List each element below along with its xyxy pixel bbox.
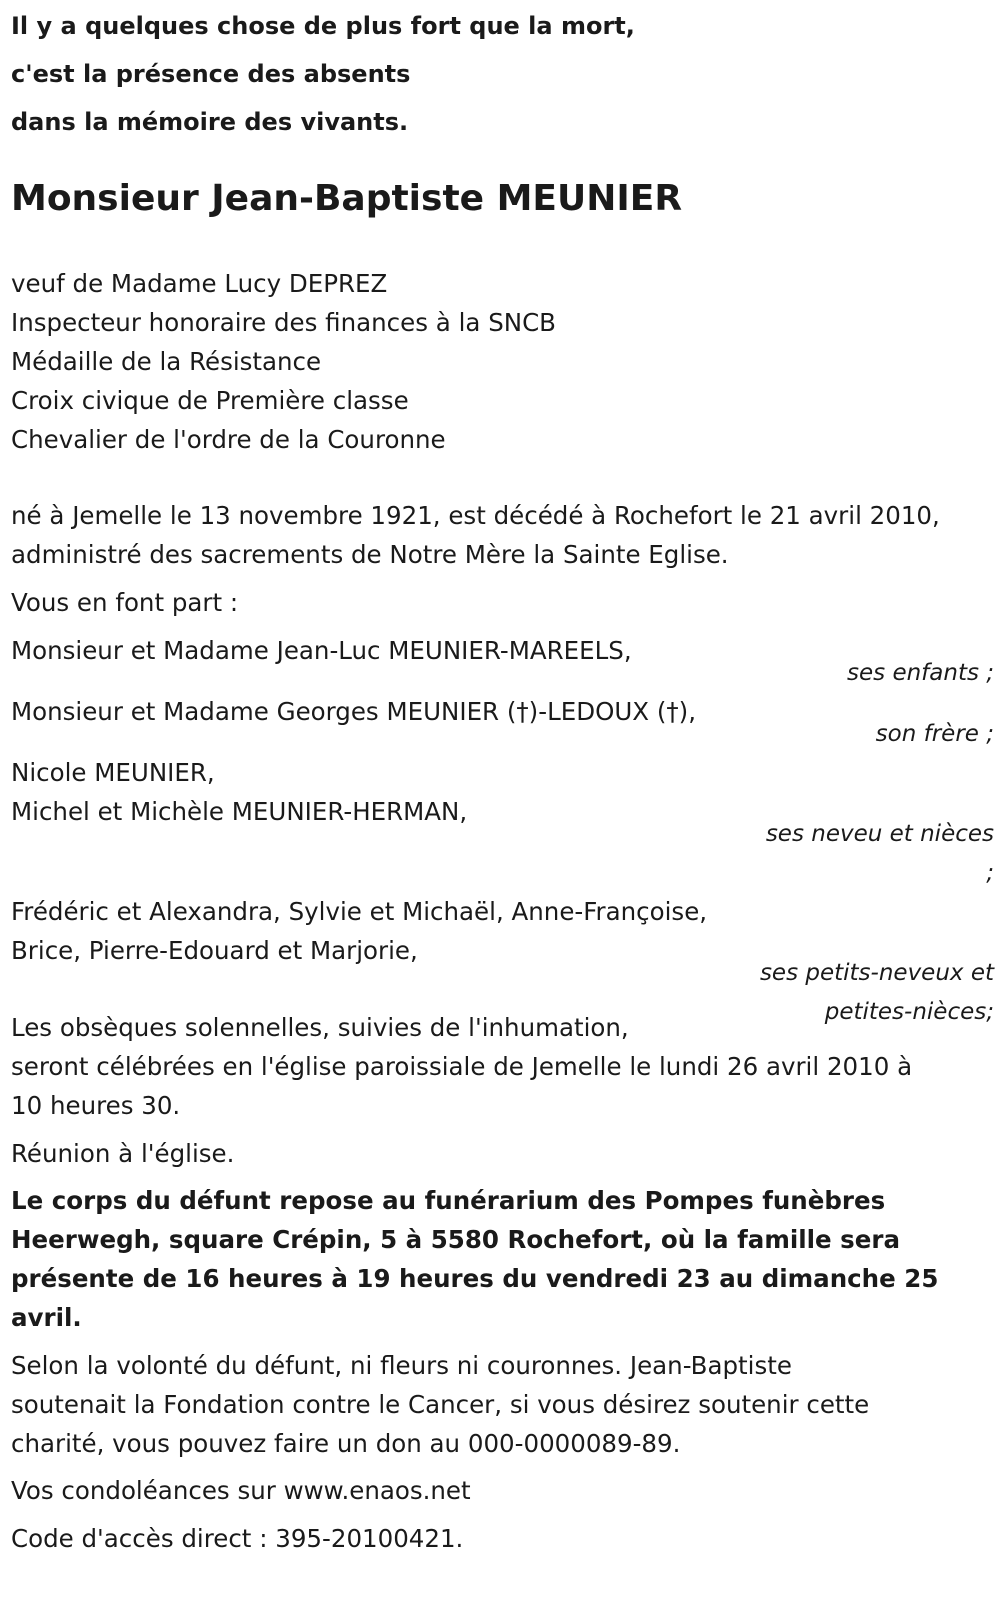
viewing-line: Le corps du défunt repose au funérarium des Pompes funèbres	[11, 1186, 886, 1215]
relation-line: petites-nièces;	[824, 999, 994, 1025]
family-children: Monsieur et Madame Jean-Luc MEUNIER-MAREELS,	[11, 636, 632, 665]
title-line: Croix civique de Première classe	[11, 386, 409, 415]
deceased-name: Monsieur Jean-Baptiste MEUNIER	[11, 178, 683, 219]
title-line: Chevalier de l'ordre de la Couronne	[11, 425, 446, 454]
epigraph-line: c'est la présence des absents	[11, 60, 411, 88]
relation-line: ses petits-neveux et	[759, 960, 994, 986]
title-line: Médaille de la Résistance	[11, 347, 322, 376]
family-grandnephews	[11, 892, 707, 970]
family-nephews	[11, 753, 467, 831]
donation-line: charité, vous pouvez faire un don au 000-0000089-89.	[11, 1429, 681, 1458]
birth-death-line: né à Jemelle le 13 novembre 1921, est décédé à Rochefort le 21 avril 2010,	[11, 501, 940, 530]
viewing-line: avril.	[11, 1303, 82, 1332]
grandnephew-line: Brice, Pierre-Edouard et Marjorie,	[11, 936, 418, 965]
grandnephew-line: Frédéric et Alexandra, Sylvie et Michaël, Anne-Françoise,	[11, 897, 708, 926]
condolences-text: Vos condoléances sur www.enaos.net	[11, 1476, 471, 1505]
donation-block	[11, 1346, 869, 1463]
donation-line: Selon la volonté du défunt, ni fleurs ni couronnes. Jean-Baptiste	[11, 1351, 792, 1380]
funeral-block	[11, 1008, 912, 1125]
epigraph-line: Il y a quelques chose de plus fort que la mort,	[11, 12, 635, 40]
viewing-line: Heerwegh, square Crépin, 5 à 5580 Rochefort, où la famille sera	[11, 1225, 900, 1254]
funeral-line: Les obsèques solennelles, suivies de l'inhumation,	[11, 1013, 629, 1042]
relation-children: ses enfants ;	[847, 660, 994, 686]
family-brother: Monsieur et Madame Georges MEUNIER (†)-LEDOUX (†),	[11, 697, 697, 726]
birth-death-block	[11, 496, 940, 574]
announce-text: Vous en font part :	[11, 588, 239, 617]
donation-line: soutenait la Fondation contre le Cancer, si vous désirez soutenir cette	[11, 1390, 870, 1419]
birth-death-line: administré des sacrements de Notre Mère la Sainte Eglise.	[11, 540, 729, 569]
viewing-line: présente de 16 heures à 19 heures du vendredi 23 au dimanche 25	[11, 1264, 939, 1293]
funeral-line: 10 heures 30.	[11, 1091, 181, 1120]
titles-block	[11, 264, 556, 459]
nephew-line: Nicole MEUNIER,	[11, 758, 215, 787]
viewing-block	[11, 1181, 938, 1337]
title-line: Inspecteur honoraire des finances à la SNCB	[11, 308, 556, 337]
meeting-text: Réunion à l'église.	[11, 1139, 235, 1168]
relation-nephews	[766, 815, 994, 893]
relation-line: ;	[986, 860, 994, 886]
relation-line: ses neveu et nièces	[765, 821, 994, 847]
access-code-text: Code d'accès direct : 395-20100421.	[11, 1524, 464, 1553]
epigraph-line: dans la mémoire des vivants.	[11, 108, 409, 136]
title-line: veuf de Madame Lucy DEPREZ	[11, 269, 388, 298]
epigraph	[11, 2, 635, 146]
funeral-line: seront célébrées en l'église paroissiale de Jemelle le lundi 26 avril 2010 à	[11, 1052, 913, 1081]
relation-brother: son frère ;	[875, 721, 994, 747]
nephew-line: Michel et Michèle MEUNIER-HERMAN,	[11, 797, 468, 826]
